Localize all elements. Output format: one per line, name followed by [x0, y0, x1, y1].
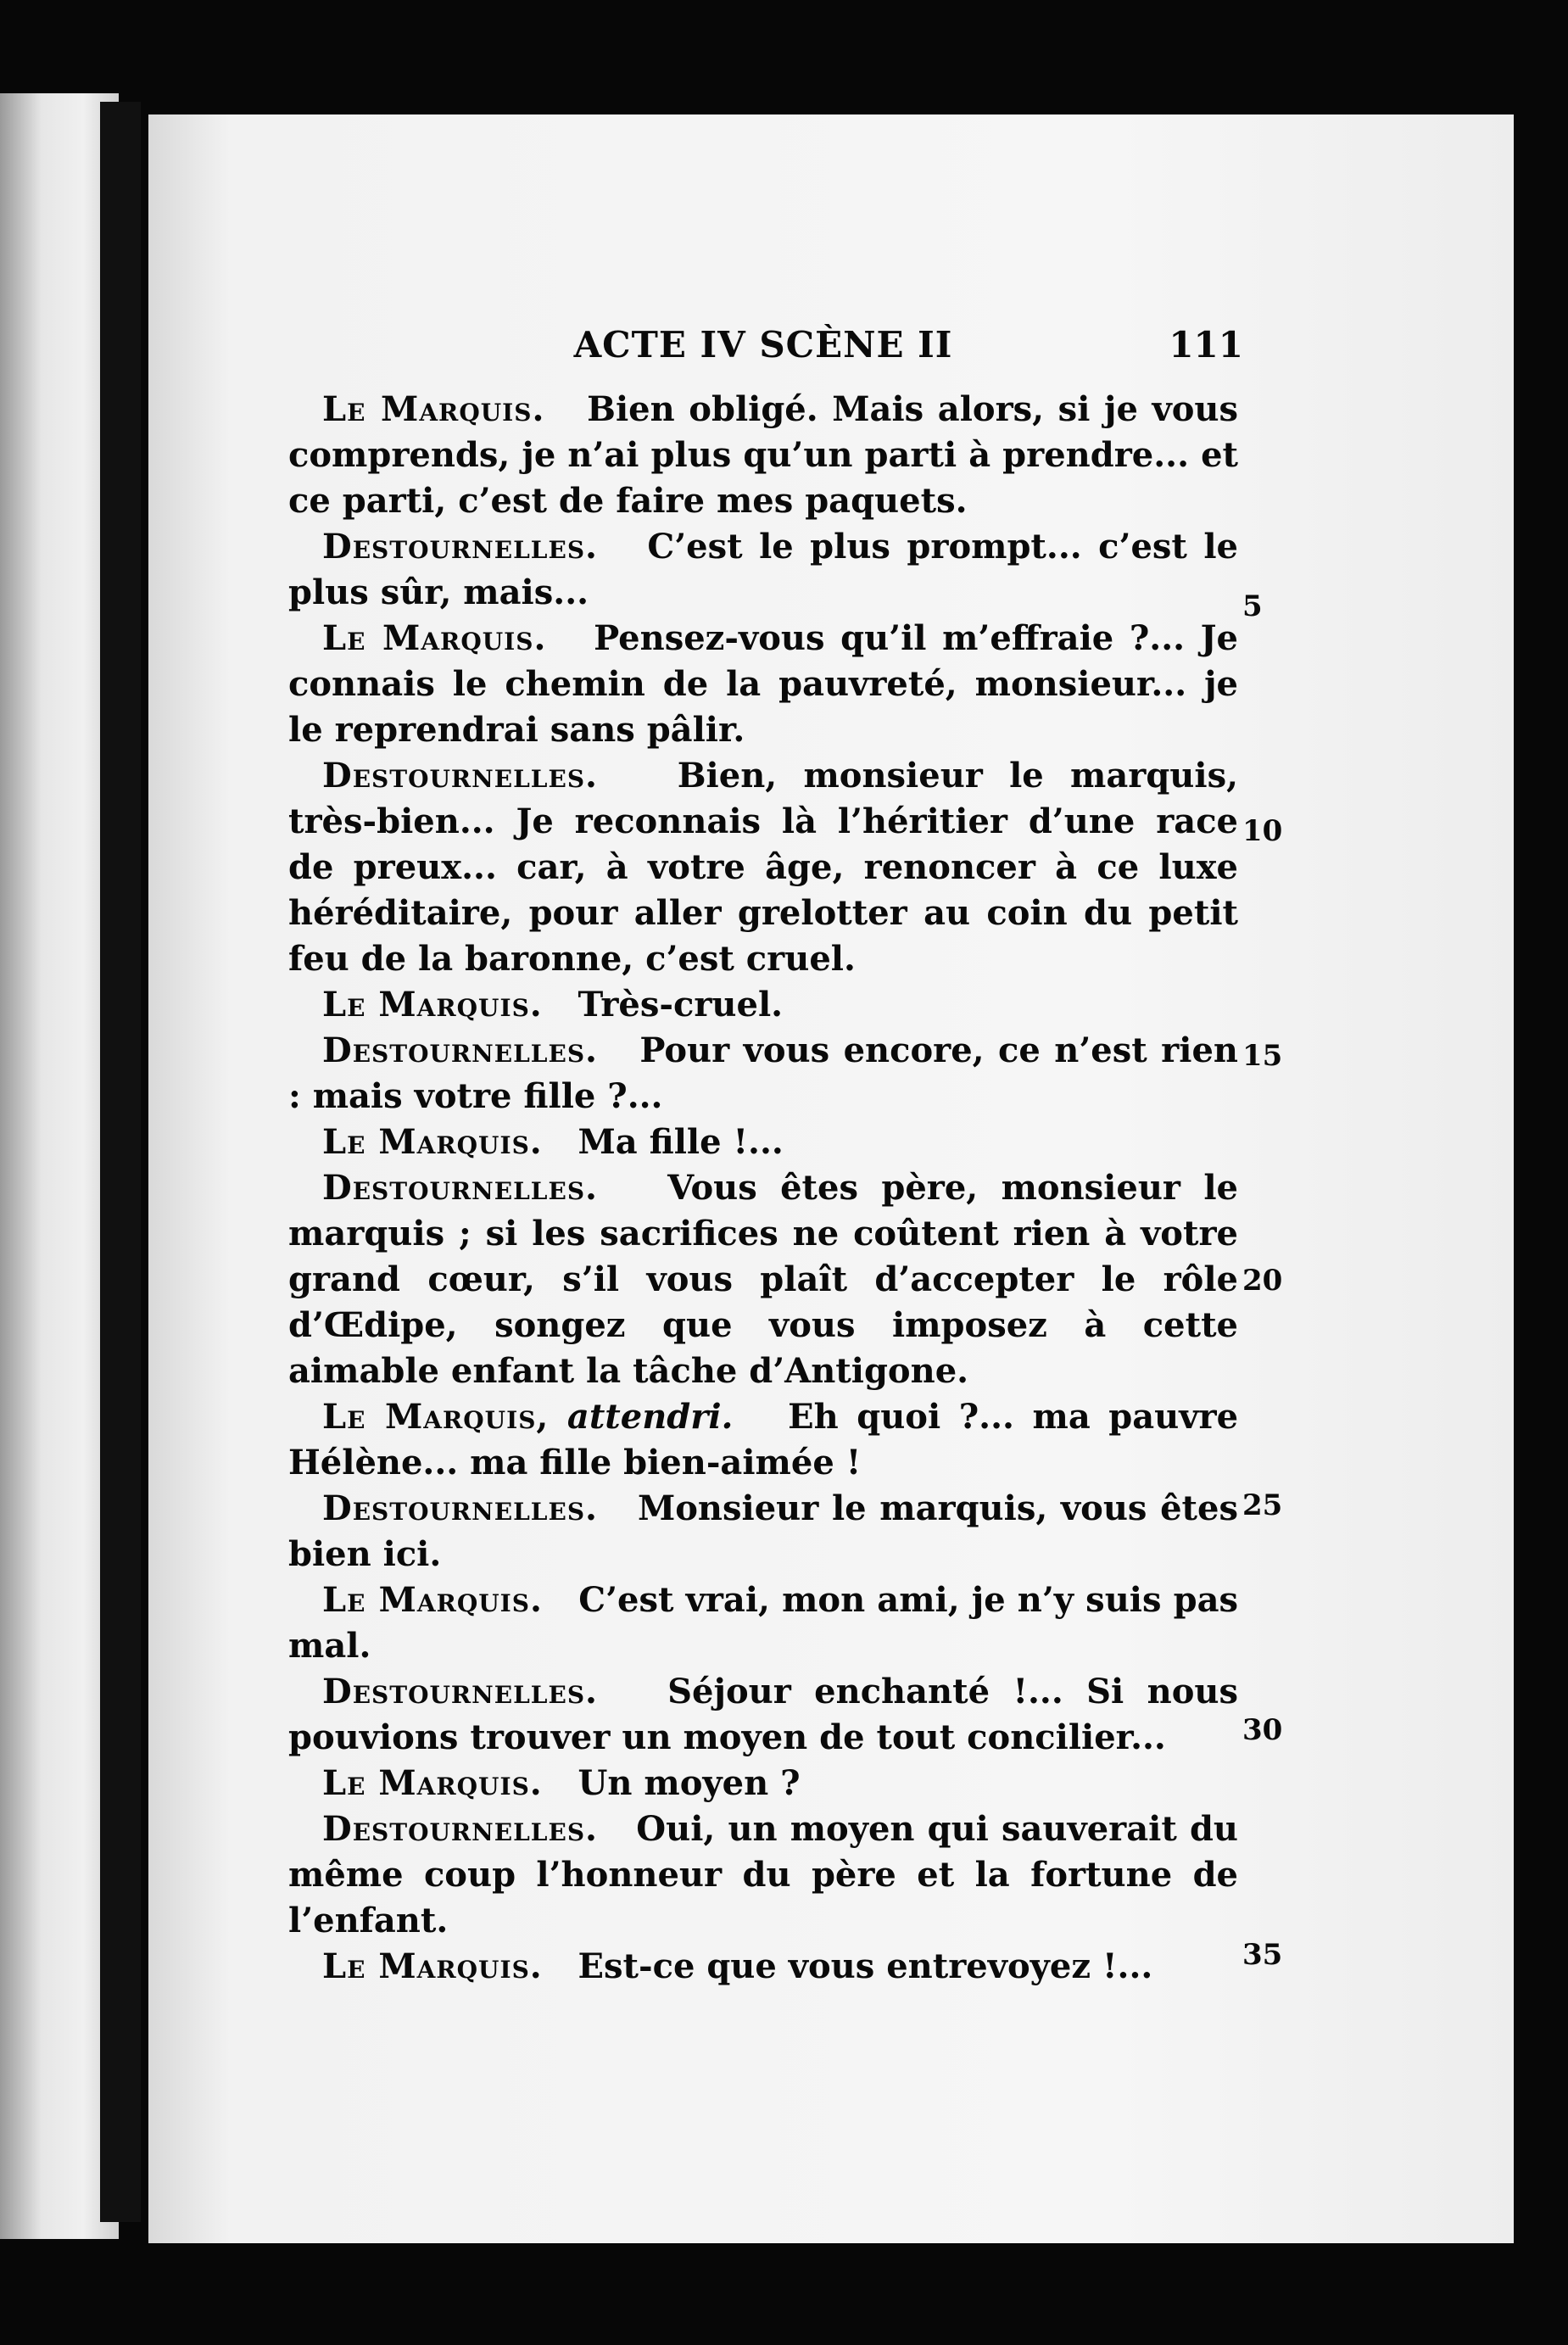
speech: [288, 1761, 1238, 1806]
speaker-name: Destournelles.: [322, 527, 598, 567]
speaker-name: Le Marquis.: [322, 1763, 543, 1803]
speech-text: C’est le plus prompt... c’est le plus sûr, mais...: [288, 527, 1239, 612]
speech: [288, 1028, 1238, 1119]
speech-text: Séjour enchanté !... Si nous pouvions trouver un moyen de tout concilier...: [288, 1672, 1239, 1757]
speech: [288, 1119, 1238, 1165]
speech: [288, 1577, 1238, 1669]
speaker-name: Le Marquis.: [322, 389, 545, 429]
speech-text: Oui, un moyen qui sauverait du même coup l’honneur du père et la fortune de l’enfant.: [288, 1809, 1238, 1940]
speaker-name: Le Marquis.: [322, 1946, 543, 1986]
speech: [288, 1486, 1238, 1577]
speaker-name: Destournelles.: [322, 756, 598, 796]
running-head: ACTE IV SCÈNE II: [573, 324, 953, 366]
speech-text: Est-ce que vous entrevoyez !...: [578, 1946, 1153, 1986]
line-number: 30: [1242, 1713, 1283, 1747]
speech: [288, 524, 1238, 616]
speech-text: Ma fille !...: [578, 1122, 784, 1162]
line-number: 5: [1242, 589, 1263, 623]
speech-text: Monsieur le marquis, vous êtes bien ici.: [288, 1488, 1238, 1574]
speaker-name: Destournelles.: [322, 1672, 598, 1711]
speech-text: Un moyen ?: [578, 1763, 801, 1803]
speech: [288, 1944, 1238, 1990]
stage-direction: attendri.: [566, 1397, 734, 1437]
speech-text: Très-cruel.: [578, 985, 784, 1025]
speech: [288, 1165, 1238, 1394]
speaker-name: Destournelles.: [322, 1030, 598, 1070]
speaker-name: Le Marquis.: [322, 618, 547, 658]
speaker-name: Destournelles.: [322, 1809, 598, 1849]
speech-text: Pensez-vous qu’il m’effraie ?... Je connais le chemin de la pauvreté, monsieur... je le reprendrai sans pâlir.: [288, 618, 1239, 750]
speech-text: Pour vous encore, ce n’est rien : mais votre fille ?...: [288, 1030, 1238, 1116]
speech: [288, 1394, 1238, 1486]
line-number: 20: [1242, 1264, 1283, 1298]
line-number: 25: [1242, 1488, 1283, 1522]
speech: [288, 387, 1238, 524]
page-text: [288, 322, 1243, 1990]
speaker-name: Le Marquis.: [322, 985, 543, 1025]
speech-text: Bien obligé. Mais alors, si je vous comprends, je n’ai plus qu’un parti à prendre... et ce parti, c’est de faire mes paquets.: [288, 389, 1239, 521]
book-gutter: [100, 102, 141, 2222]
speech: [288, 982, 1238, 1028]
speaker-name: Le Marquis.: [322, 1122, 543, 1162]
page-header: [288, 322, 1243, 382]
speech: [288, 1669, 1238, 1761]
speaker-name: Destournelles.: [322, 1168, 598, 1208]
speech: [288, 753, 1238, 982]
line-number: 35: [1242, 1938, 1283, 1972]
speaker-name: Destournelles.: [322, 1488, 598, 1528]
line-number: 15: [1242, 1039, 1283, 1073]
line-number: 10: [1242, 814, 1283, 848]
speech: [288, 616, 1238, 753]
speaker-name: Le Marquis.: [322, 1580, 543, 1620]
speech-text: Vous êtes père, monsieur le marquis ; si les sacrifices ne coûtent rien à votre grand cœur, s’il vous plaît d’accepter le rôle d’Œdipe, songez que vous imposez à cette aimable enfant la tâche d’Antigone.: [288, 1168, 1238, 1391]
page-number: 111: [1169, 324, 1243, 366]
speaker-name: Le Marquis,: [322, 1397, 550, 1437]
speech-text: Bien, monsieur le marquis, très-bien... Je reconnais là l’héritier d’une race de preux... car, à votre âge, renoncer à ce luxe héréditaire, pour aller grelotter au coin du petit feu de la baronne, c’est cruel.: [288, 756, 1239, 979]
speech-text: C’est vrai, mon ami, je n’y suis pas mal.: [288, 1580, 1239, 1666]
speech-text: Eh quoi ?... ma pauvre Hélène... ma fille bien-aimée !: [288, 1397, 1239, 1482]
speech: [288, 1806, 1238, 1944]
